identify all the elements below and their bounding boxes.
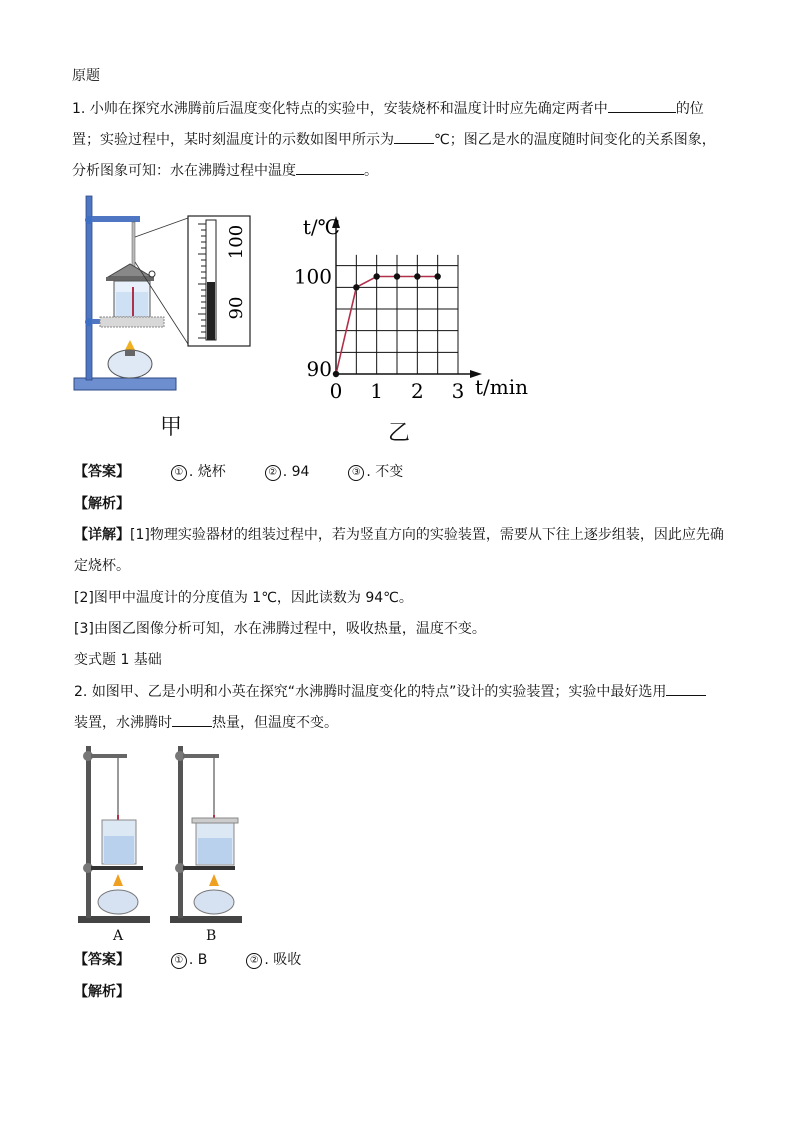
y-tick-label: 100 — [293, 264, 332, 289]
beaker-lid — [108, 264, 152, 277]
analysis2-label: 【解析】 — [74, 984, 130, 1000]
answer1-row: 【答案】 ① . 烧杯 ② . 94 ③ . 不变 — [74, 464, 404, 480]
figure-label-b: B — [206, 928, 217, 944]
q1-line2: 置；实验过程中，某时刻温度计的示数如图甲所示为 ℃；图乙是水的温度随时间变化的关系图象， — [72, 129, 716, 150]
q2-blank-1 — [666, 681, 706, 696]
q1-blank-1 — [608, 98, 676, 113]
x-tick-label: 1 — [370, 379, 384, 403]
clamp-arm-top — [92, 216, 140, 222]
data-point — [414, 273, 420, 279]
analysis1-label: 【解析】 — [74, 496, 130, 512]
q1-blank-2 — [394, 129, 434, 144]
q1-line3: 分析图象可知：水在沸腾过程中温度 。 — [72, 160, 378, 181]
q1-line1: 1. 小帅在探究水沸腾前后温度变化特点的实验中，安装烧杯和温度计时应先确定两者中 的位 — [72, 98, 704, 119]
data-point — [434, 273, 440, 279]
data-point — [333, 371, 339, 377]
y-axis-label: t/℃ — [302, 215, 340, 239]
apparatus-a — [78, 746, 150, 923]
section-variant: 变式题 1 基础 — [74, 652, 162, 668]
q1-blank-3 — [296, 160, 364, 175]
section-original: 原题 — [72, 68, 100, 84]
x-axis-label: t/min — [474, 375, 528, 399]
thermometer-label-100: 100 — [226, 224, 247, 260]
answer2-label: 【答案】 — [74, 952, 130, 968]
q1-number: 1. — [72, 101, 86, 117]
series-line — [336, 277, 438, 375]
q2-line1: 2. 如图甲、乙是小明和小英在探究“水沸腾时温度变化的特点”设计的实验装置；实验中最好选用 — [74, 681, 706, 702]
figure-q2-apparatus — [74, 740, 254, 930]
answer2-row: 【答案】 ① . B ② . 吸收 — [74, 952, 302, 968]
figure-label-jia: 甲 — [160, 415, 183, 440]
analysis1-p1b: 定烧杯。 — [74, 558, 130, 574]
clamp-top — [85, 216, 93, 224]
figure-label-a: A — [113, 928, 124, 944]
analysis1-p1a: 【详解】[1]物理实验器材的组装过程中，若为竖直方向的实验装置，需要从下往上逐步组装，因此应先确 — [74, 527, 724, 543]
data-point — [373, 273, 379, 279]
x-tick-label: 0 — [329, 379, 343, 403]
chart-series-points — [333, 273, 441, 377]
y-tick-label: 90 — [306, 357, 332, 381]
x-tick-label: 3 — [451, 379, 465, 403]
analysis1-p3: [3]由图乙图像分析可知，水在沸腾过程中，吸收热量，温度不变。 — [74, 621, 486, 637]
clamp-mid — [85, 318, 93, 326]
x-tick-label: 2 — [410, 379, 424, 403]
thermometer-liquid — [207, 282, 215, 340]
chart-grid — [336, 255, 458, 374]
figure-yi-chart — [290, 200, 540, 410]
thermometer-label-90: 90 — [226, 296, 247, 320]
wire-gauze — [100, 317, 164, 327]
chart-series-line — [336, 277, 438, 375]
answer1-label: 【答案】 — [74, 464, 130, 480]
q2-line2: 装置，水沸腾时 热量，但温度不变。 — [74, 712, 338, 733]
data-point — [353, 284, 359, 290]
flame — [125, 340, 135, 350]
figure-jia-apparatus — [70, 192, 270, 402]
q2-blank-2 — [172, 712, 212, 727]
figure-label-yi: 乙 — [388, 421, 411, 446]
analysis1-p2: [2]图甲中温度计的分度值为 1℃，因此读数为 94℃。 — [74, 590, 413, 606]
data-point — [394, 273, 400, 279]
apparatus-b — [170, 746, 242, 923]
